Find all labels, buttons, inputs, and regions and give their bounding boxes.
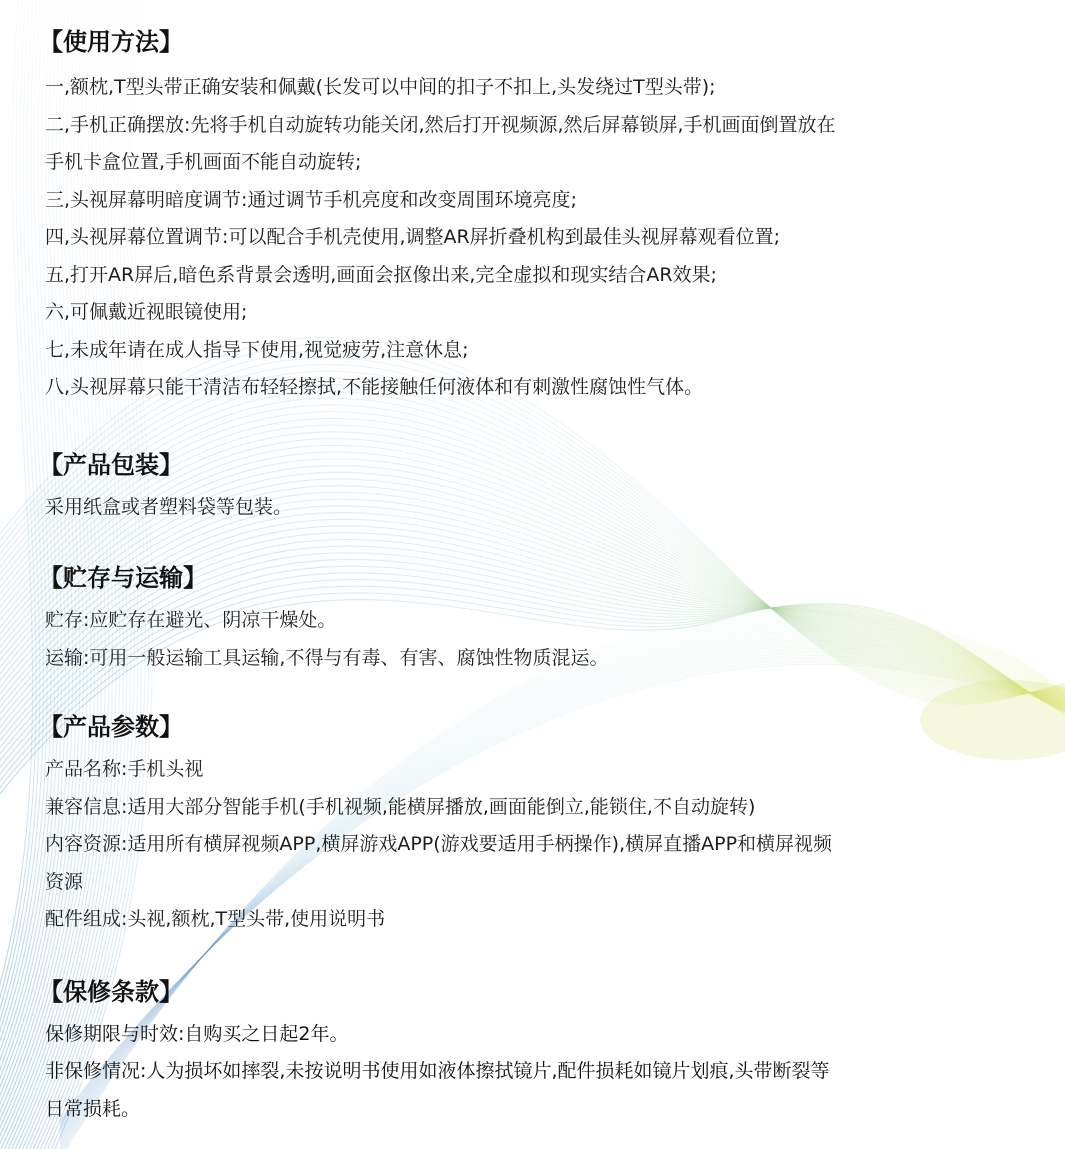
storage-line-1: 贮存:应贮存在避光、阴凉干燥处。 bbox=[45, 609, 337, 631]
params-line-1: 产品名称:手机头视 bbox=[45, 758, 204, 780]
usage-line-1: 一,额枕,T型头带正确安装和佩戴(长发可以中间的扣子不扣上,头发绕过T型头带); bbox=[45, 76, 716, 98]
storage-section bbox=[39, 563, 1025, 677]
usage-line-2: 二,手机正确摆放:先将手机自动旋转功能关闭,然后打开视频源,然后屏幕锁屏,手机画面倒置放在 bbox=[45, 113, 836, 136]
usage-line-7: 六,可佩戴近视眼镜使用; bbox=[45, 301, 248, 323]
usage-section bbox=[39, 0, 1025, 407]
usage-line-3: 手机卡盒位置,手机画面不能自动旋转; bbox=[45, 151, 362, 173]
package-line-1: 采用纸盒或者塑料袋等包装。 bbox=[45, 495, 293, 518]
usage-line-4: 三,头视屏幕明暗度调节:通过调节手机亮度和改变周围环境亮度; bbox=[45, 188, 577, 211]
params-line-2: 兼容信息:适用大部分智能手机(手机视频,能横屏播放,画面能倒立,能锁住,不自动旋转) bbox=[45, 795, 756, 818]
warranty-line-3: 日常损耗。 bbox=[45, 1097, 141, 1120]
usage-line-6: 五,打开AR屏后,暗色系背景会透明,画面会抠像出来,完全虚拟和现实结合AR效果; bbox=[45, 263, 717, 286]
usage-heading: 【使用方法】 bbox=[39, 28, 183, 56]
params-line-3: 内容资源:适用所有横屏视频APP,横屏游戏APP(游戏要适用手柄操作),横屏直播APP和横屏视频 bbox=[45, 833, 833, 855]
package-heading: 【产品包装】 bbox=[39, 450, 183, 479]
usage-line-5: 四,头视屏幕位置调节:可以配合手机壳使用,调整AR屏折叠机构到最佳头视屏幕观看位置; bbox=[45, 226, 781, 248]
storage-line-2: 运输:可用一般运输工具运输,不得与有毒、有害、腐蚀性物质混运。 bbox=[45, 646, 609, 669]
warranty-heading: 【保修条款】 bbox=[39, 977, 183, 1006]
params-line-5: 配件组成:头视,额枕,T型头带,使用说明书 bbox=[45, 908, 386, 930]
storage-heading: 【贮存与运输】 bbox=[39, 564, 207, 592]
params-line-4: 资源 bbox=[45, 870, 84, 893]
manual-content bbox=[39, 0, 1025, 1128]
params-section bbox=[39, 712, 1025, 939]
usage-line-9: 八,头视屏幕只能干清洁布轻轻擦拭,不能接触任何液体和有刺激性腐蚀性气体。 bbox=[45, 376, 704, 398]
package-section bbox=[39, 450, 1025, 527]
warranty-line-1: 保修期限与时效:自购买之日起2年。 bbox=[45, 1022, 349, 1045]
usage-line-8: 七,未成年请在成人指导下使用,视觉疲劳,注意休息; bbox=[45, 338, 469, 361]
warranty-line-2: 非保修情况:人为损坏如摔裂,未按说明书使用如液体擦拭镜片,配件损耗如镜片划痕,头带断裂等 bbox=[45, 1060, 830, 1082]
params-heading: 【产品参数】 bbox=[39, 713, 183, 741]
warranty-section bbox=[39, 977, 1025, 1129]
